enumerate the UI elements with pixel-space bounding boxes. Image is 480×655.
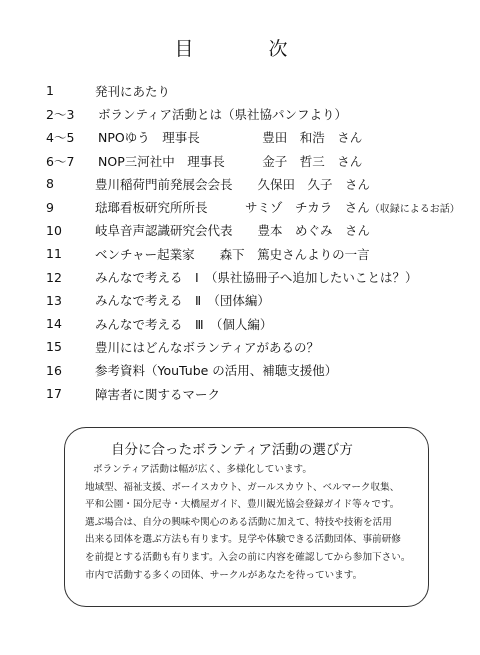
toc-page-number: 12 [46,269,62,285]
toc-page-number: 11 [46,246,62,262]
toc-row [46,359,466,382]
page-title: 目 次 [174,38,316,60]
toc-row [46,219,466,242]
toc-page-number: 2〜3 [46,106,75,122]
toc-entry-text: 豊川にはどんなボランティアがあるの？ [95,339,320,355]
toc-entry-text: みんなで考える Ⅱ （団体編） [95,293,270,309]
toc-entry-text: 琺瑯看板研究所所長 サミゾ チカラ さん [95,200,370,216]
toc-row [46,242,466,265]
toc-row [46,102,466,125]
toc-entry-note: （収録によるお話） [369,203,460,215]
guide-box-line: を前提とする活動も有ります。入会の前に内容を確認してから参加下さい。 [85,551,411,563]
guide-box-line: 市内で活動する多くの団体、サークルがあなたを待っています。 [85,569,363,581]
toc-entry-text: NPOゆう 理事長 豊田 和浩 さん [98,130,363,146]
toc-row [46,382,466,405]
guide-box-body [85,461,420,584]
toc-row [46,265,466,288]
toc-entry-text: ベンチャー起業家 森下 篤史さんよりの一言 [95,246,370,262]
toc-page-number: 17 [46,386,62,401]
toc-page-number: 6〜7 [46,153,75,169]
toc-row [46,289,466,312]
guide-box-line: 平和公園・国分尼寺・大橋屋ガイド、豊川観光協会登録ガイド等々です。 [85,499,400,511]
toc-page-number: 16 [46,362,62,378]
toc-row [46,335,466,358]
toc-entry-text: NOP三河社中 理事長 金子 哲三 さん [98,153,363,169]
guide-box-line: 地域型、福祉支援、ボーイスカウト、ガールスカウト、ベルマーク収集、 [85,481,400,493]
toc-entry-text: 障害者に関するマーク [95,386,221,402]
toc-entry-text: 豊川稲荷門前発展会会長 久保田 久子 さん [95,176,371,192]
toc-page-number: 8 [46,176,54,192]
toc-entry-text: ボランティア活動とは（県社協パンフより） [98,106,348,122]
toc-row [46,172,466,195]
toc-row [46,126,466,149]
toc-row [46,195,466,218]
toc-page-number: 1 [46,83,54,99]
toc-page-number: 13 [46,292,62,308]
toc-entry-text: 参考資料（YouTube の活用、補聴支援他） [95,363,338,379]
toc-entry-text: 発刊にあたり [95,83,171,99]
toc-row [46,312,466,335]
toc-page-number: 9 [46,199,54,215]
guide-box-line: 出来る団体を選ぶ方法も有ります。見学や体験できる活動団体、事前研修 [85,534,401,546]
table-of-contents [46,79,466,405]
toc-row [46,149,466,172]
toc-page-number: 15 [46,339,62,355]
guide-box-title: 自分に合ったボランティア活動の選び方 [111,442,353,458]
volunteer-guide-box [64,427,429,607]
toc-entry-text: 岐阜音声認識研究会代表 豊本 めぐみ さん [95,223,371,239]
guide-box-line: 選ぶ場合は、自分の興味や関心のある活動に加えて、特技や技術を活用 [85,516,392,528]
toc-page-number: 10 [46,222,62,238]
toc-entry-text: みんなで考える Ⅲ （個人編） [95,316,273,332]
guide-box-line: ボランティア活動は幅が広く、多様化しています。 [93,464,312,475]
toc-entry-text: みんなで考える Ⅰ （県社協冊子へ追加したいことは？） [95,270,418,286]
toc-page-number: 14 [46,316,62,332]
toc-row [46,79,466,102]
toc-page-number: 4〜5 [46,130,75,146]
